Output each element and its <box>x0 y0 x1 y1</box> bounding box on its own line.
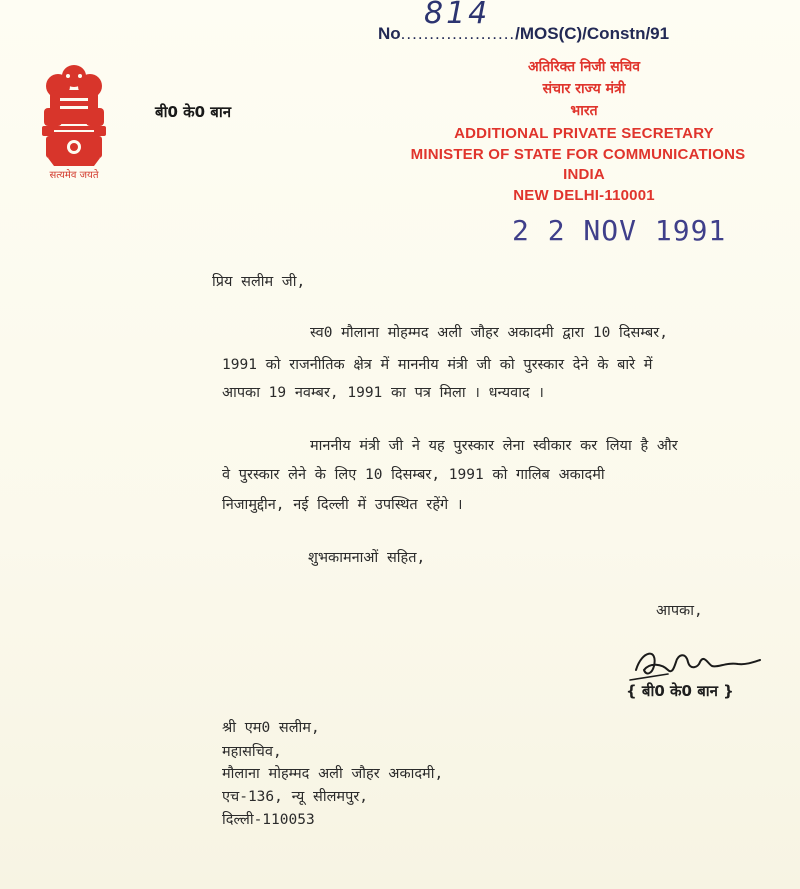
closing-greeting: शुभकामनाओं सहित, <box>308 550 426 566</box>
recipient-line1: श्री एम0 सलीम, <box>222 720 320 736</box>
emblem-motto: सत्यमेव जयते <box>49 170 99 181</box>
paragraph2-line3: निजामुद्दीन, नई दिल्ली में उपस्थित रहेंगे । <box>222 497 463 513</box>
paragraph2-line1: माननीय मंत्री जी ने यह पुरस्कार लेना स्वीकार कर लिया है और <box>310 438 678 454</box>
closing-yours: आपका, <box>656 603 703 619</box>
paragraph1-line1: स्व0 मौलाना मोहम्मद अली जौहर अकादमी द्वारा 10 दिसम्बर, <box>310 325 668 341</box>
paragraph2-line2: वे पुरस्कार लेने के लिए 10 दिसम्बर, 1991 को गालिब अकादमी <box>222 467 605 483</box>
reference-line <box>378 24 669 44</box>
reference-dots: .................... <box>400 24 516 43</box>
letterhead-hindi-line3: भारत <box>570 103 598 119</box>
reference-number: 814 <box>424 0 491 31</box>
recipient-line3: मौलाना मोहम्मद अली जौहर अकादमी, <box>222 766 444 782</box>
sender-name: बी0 के0 बान <box>155 103 232 121</box>
recipient-line2: महासचिव, <box>222 744 282 760</box>
letterhead-english-line3: INDIA <box>563 166 605 183</box>
reference-prefix: No <box>378 24 401 43</box>
reference-suffix: /MOS(C)/Constn/91 <box>515 24 670 43</box>
signatory-name: { बी0 के0 बान } <box>626 682 734 700</box>
letterhead-english-line4: NEW DELHI-110001 <box>513 187 655 204</box>
date-stamp: 2 2 NOV 1991 <box>512 214 727 247</box>
recipient-line5: दिल्ली-110053 <box>222 812 315 828</box>
recipient-line4: एच-136, न्यू सीलमपुर, <box>222 789 368 805</box>
letterhead-english-line2: MINISTER OF STATE FOR COMMUNICATIONS <box>410 146 746 163</box>
letterhead-english-line1: ADDITIONAL PRIVATE SECRETARY <box>454 125 714 142</box>
letterhead-hindi-line2: संचार राज्य मंत्री <box>542 81 626 97</box>
paragraph1-line3: आपका 19 नवम्बर, 1991 का पत्र मिला । धन्यवाद । <box>222 385 544 401</box>
letterhead-hindi-line1: अतिरिक्त निजी सचिव <box>527 59 641 75</box>
national-emblem-icon <box>28 62 120 184</box>
salutation: प्रिय सलीम जी, <box>212 274 306 290</box>
paragraph1-line2: 1991 को राजनीतिक क्षेत्र में माननीय मंत्री जी को पुरस्कार देने के बारे में <box>222 357 653 373</box>
